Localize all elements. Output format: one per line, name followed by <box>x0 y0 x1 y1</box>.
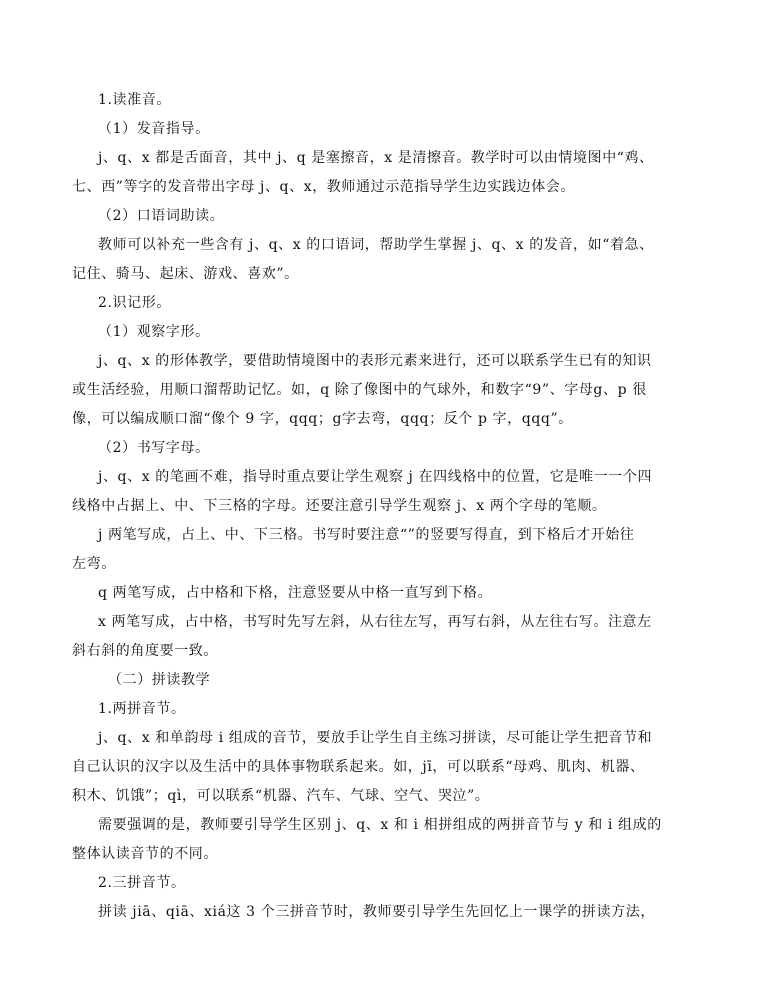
paragraph-line: j、q、x 的笔画不难，指导时重点要让学生观察 j 在四线格中的位置，它是唯一一个四 <box>98 469 653 485</box>
paragraph-line: 需要强调的是，教师要引导学生区别 j、q、x 和 i 相拼组成的两拼音节与 y 和 i 组成的 <box>98 817 662 833</box>
subheading-two-part-syllables: 1.两拼音节。 <box>98 701 186 717</box>
section-heading-read-sound: 1.读准音。 <box>98 92 171 108</box>
paragraph-line: 左弯。 <box>72 556 116 572</box>
document-body <box>72 86 702 927</box>
paragraph-line: 七、西”等字的发音带出字母 j、q、x，教师通过示范指导学生边实践边体会。 <box>72 179 576 195</box>
paragraph-line: 像，可以编成顺口溜“像个 9 字，qqq；g字去弯，qqq；反个 p 字，qqq”。 <box>72 411 573 427</box>
paragraph-line: q 两笔写成，占中格和下格，注意竖要从中格一直写到下格。 <box>98 585 493 601</box>
paragraph-line: j、q、x 的形体教学，要借助情境图中的表形元素来进行，还可以联系学生已有的知识 <box>98 353 652 369</box>
subheading-three-part-syllables: 2.三拼音节。 <box>98 875 186 891</box>
subheading-pronunciation: （1）发音指导。 <box>98 121 210 137</box>
paragraph-line: 线格中占据上、中、下三格的字母。还要注意引导学生观察 j、x 两个字母的笔顺。 <box>72 498 607 514</box>
subheading-writing: （2）书写字母。 <box>98 440 210 456</box>
paragraph-line: 自己认识的汉字以及生活中的具体事物联系起来。如，jī，可以联系“母鸡、肌肉、机器、 <box>72 759 645 775</box>
paragraph-line: j 两笔写成，占上、中、下三格。书写时要注意“”的竖要写得直，到下格后才开始往 <box>98 527 635 543</box>
paragraph-line: j、q、x 和单韵母 i 组成的音节，要放手让学生自主练习拼读，尽可能让学生把音节和 <box>98 730 653 746</box>
paragraph-line: j、q、x 都是舌面音，其中 j、q 是塞擦音，x 是清擦音。教学时可以由情境图中“鸡、 <box>98 150 654 166</box>
paragraph-line: 积木、饥饿”；qì，可以联系“机器、汽车、气球、空气、哭泣”。 <box>72 788 490 804</box>
paragraph-line: x 两笔写成，占中格，书写时先写左斜，从右往左写，再写右斜，从左往右写。注意左 <box>98 614 652 630</box>
paragraph-line: 整体认读音节的不同。 <box>72 846 218 862</box>
subheading-observe-shape: （1）观察字形。 <box>98 324 210 340</box>
paragraph-line: 斜右斜的角度要一致。 <box>72 643 218 659</box>
paragraph-line: 拼读 jiā、qiā、xiá这 3 个三拼音节时，教师要引导学生先回忆上一课学的拼读方法， <box>98 904 655 920</box>
paragraph-line: 教师可以补充一些含有 j、q、x 的口语词，帮助学生掌握 j、q、x 的发音，如“着急、 <box>98 237 654 253</box>
subheading-oral-words: （2）口语词助读。 <box>98 208 225 224</box>
paragraph-line: 或生活经验，用顺口溜帮助记忆。如，q 除了像图中的气球外，和数字“9”、字母g、p 很 <box>72 382 647 398</box>
section-heading-spelling: （二）拼读教学 <box>108 672 211 688</box>
section-heading-recognize-shape: 2.识记形。 <box>98 295 171 311</box>
paragraph-line: 记住、骑马、起床、游戏、喜欢”。 <box>72 266 299 282</box>
